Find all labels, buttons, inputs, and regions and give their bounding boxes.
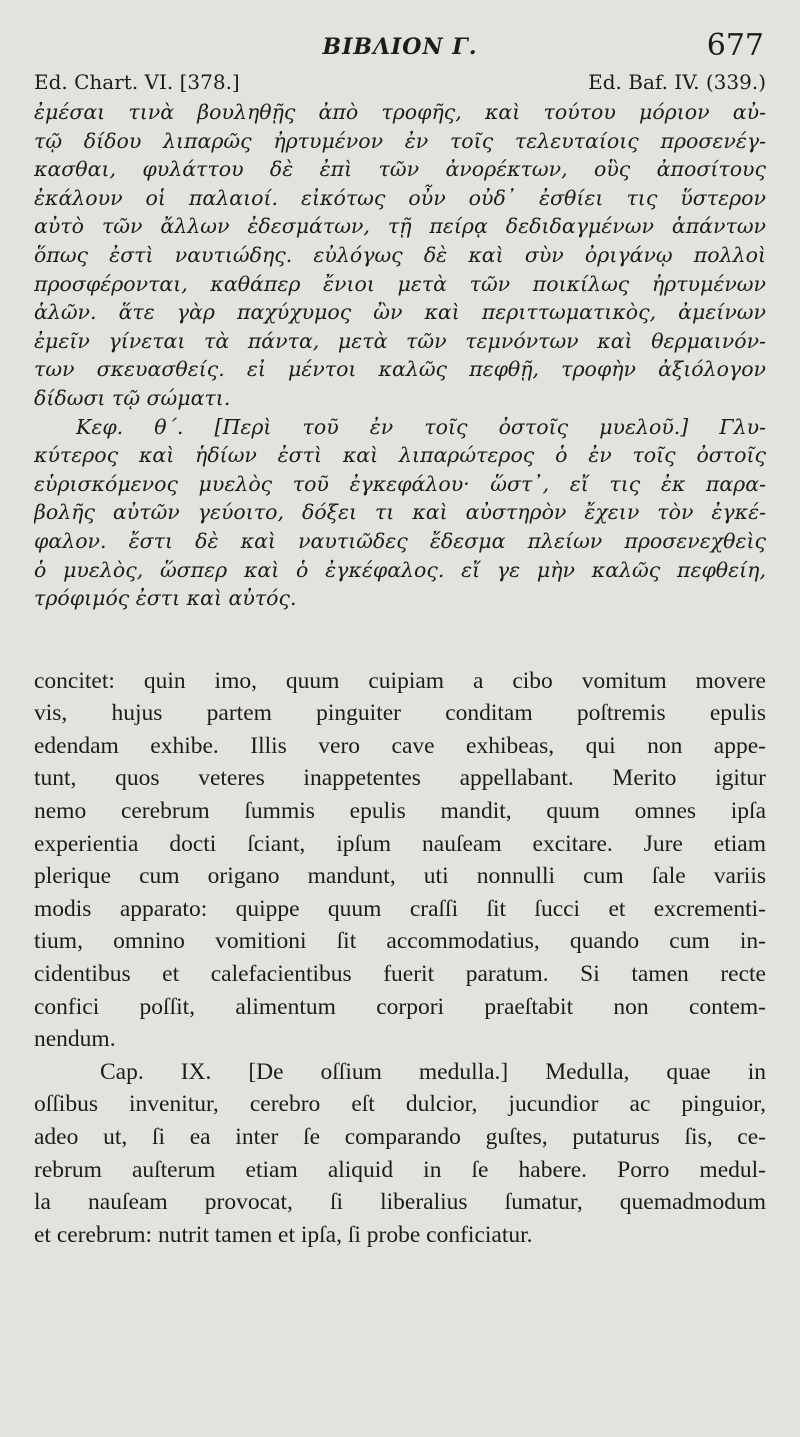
text-line: ἐκάλουν οἱ παλαιοί. εἰκότως οὖν οὐδ᾽ ἐσθίει τις ὕστερον [34,185,766,210]
page-number: 677 [706,28,764,63]
text-line: plerique cum origano mandunt, uti nonnulli cum ſale variis [34,863,766,890]
edition-basel: Ed. Baf. IV. (339.) [588,70,766,94]
text-line: concitet: quin imo, quum cuipiam a cibo vomitum movere [34,667,766,694]
text-line: adeo ut, ſi ea inter ſe comparando guſtes, putaturus ſis, ce- [34,1124,766,1150]
text-line: tunt, quos veteres inappetentes appellabant. Merito igitur [34,765,766,792]
text-line: προσφέρονται, καθάπερ ἔνιοι μετὰ τῶν ποικίλως ἠρτυμένων [34,271,766,296]
text-line: κύτερος καὶ ἡδίων ἐστὶ καὶ λιπαρώτερος ὁ ἐν τοῖς ὀστοῖς [34,443,766,468]
chapter-heading-line: Κεφ. θ΄. [Περὶ τοῦ ἐν τοῖς ὀστοῖς μυελοῦ.] Γλυ- [76,414,766,439]
text-line: experientia docti ſciant, ipſum nauſeam excitare. Jure etiam [34,830,766,857]
greek-text-block-2 [34,413,766,613]
text-line: ὅπως ἐστὶ ναυτιώδης. εὐλόγως δὲ καὶ σὺν ὀριγάνῳ πολλοὶ [34,242,766,267]
latin-text-block-1 [34,665,766,1056]
edition-references [34,70,766,98]
latin-text-block-2 [34,1056,766,1252]
text-line: tium, omnino vomitioni ſit accommodatius, quando cum in- [34,928,766,955]
page-header [34,28,766,70]
text-line: φαλον. ἔστι δὲ καὶ ναυτιῶδες ἔδεσμα πλείων προσενεχθεὶς [34,528,766,553]
column-gap [34,613,766,665]
chapter-heading-line: Cap. IX. [De oſſium medulla.] Medulla, quae in [100,1058,766,1085]
text-line: modis apparato: quippe quum craſſi ſit ſucci et excrementi- [34,895,766,922]
text-line: confici poſſit, alimentum corpori praeſtabit non contem- [34,993,766,1020]
running-title: ΒΙΒΛΙΟΝ Γ. [322,34,478,60]
text-line: la nauſeam provocat, ſi liberalius ſumatur, quemadmodum [34,1189,766,1216]
text-line: ἁλῶν. ἅτε γὰρ παχύχυμος ὢν καὶ περιττωματικὸς, ἀμείνων [34,300,766,325]
text-line: vis, hujus partem pinguiter conditam poſtremis epulis [34,700,766,727]
greek-text-block-1 [34,98,766,413]
text-line: ἐμεῖν γίνεται τὰ πάντα, μετὰ τῶν τεμνόντων καὶ θερμαινόν- [34,328,766,353]
text-line: oſſibus invenitur, cerebro eſt dulcior, jucundior ac pinguior, [34,1091,766,1118]
text-line: cidentibus et calefacientibus fuerit paratum. Si tamen recte [34,961,766,988]
text-line: των σκευασθείς. εἰ μέντοι καλῶς πεφθῇ, τροφὴν ἀξιόλογον [34,357,766,382]
text-line: ἐμέσαι τινὰ βουληθῇς ἀπὸ τροφῆς, καὶ τούτου μόριον αὐ- [34,100,766,124]
text-line: nemo cerebrum ſummis epulis mandit, quum omnes ipſa [34,798,766,825]
text-line: nendum. [34,1026,116,1053]
text-line: δίδωσι τῷ σώματι. [34,385,231,410]
text-line: ὁ μυελὸς, ὥσπερ καὶ ὁ ἐγκέφαλος. εἴ γε μὴν καλῶς πεφθείη, [34,557,766,582]
text-line: κασθαι, φυλάττου δὲ ἐπὶ τῶν ἀνορέκτων, οὓς ἀποσίτους [34,157,766,182]
text-line: edendam exhibe. Illis vero cave exhibeas, qui non appe- [34,732,766,759]
text-line: βολῆς αὐτῶν γεύοιτο, δόξει τι καὶ αὐστηρὸν ἔχειν τὸν ἐγκέ- [34,500,766,525]
text-line: rebrum auſterum etiam aliquid in ſe habere. Porro medul- [34,1156,766,1183]
text-line: εὑρισκόμενος μυελὸς τοῦ ἐγκεφάλου· ὥστ᾽, εἴ τις ἐκ παρα- [34,471,766,496]
text-line: αὐτὸ τῶν ἄλλων ἐδεσμάτων, τῇ πείρᾳ δεδιδαγμένων ἁπάντων [34,214,766,239]
text-line: et cerebrum: nutrit tamen et ipſa, ſi probe conficiatur. [34,1221,533,1248]
text-line: τῷ δίδου λιπαρῶς ἠρτυμένον ἐν τοῖς τελευταίοις προσενέγ- [34,128,766,153]
text-line: τρόφιμός ἐστι καὶ αὐτός. [34,586,297,611]
edition-chartier: Ed. Chart. VI. [378.] [34,70,240,94]
